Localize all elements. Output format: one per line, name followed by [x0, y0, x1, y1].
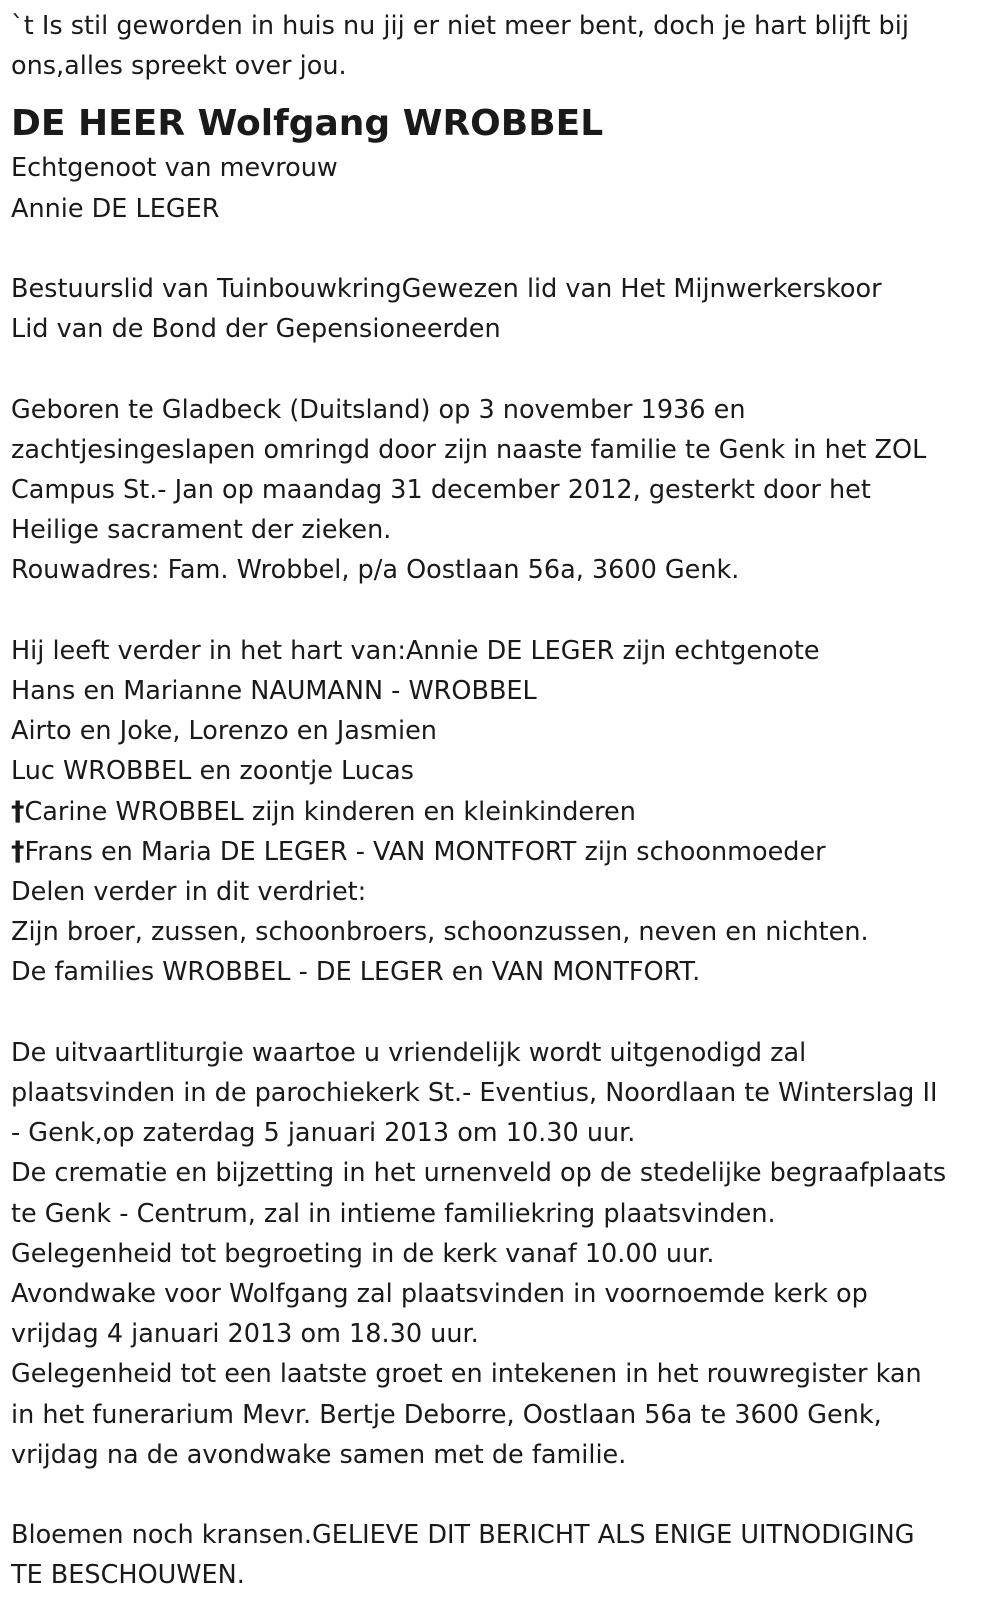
spacer [11, 349, 990, 389]
ceremony-line: De crematie en bijzetting in het urnenveld op de stedelijke begraafplaats [11, 1158, 947, 1189]
mourning-address-line: Rouwadres: Fam. Wrobbel, p/a Oostlaan 56a, 3600 Genk. [11, 555, 740, 586]
spacer [11, 1475, 990, 1515]
closing-line: TE BESCHOUWEN. [11, 1560, 245, 1591]
ceremony-line: vrijdag 4 januari 2013 om 18.30 uur. [11, 1319, 479, 1350]
family-line: De families WROBBEL - DE LEGER en VAN MONTFORT. [11, 957, 701, 988]
ceremony-line: in het funerarium Mevr. Bertje Deborre, Oostlaan 56a te 3600 Genk, [11, 1399, 882, 1430]
cross-icon: † [11, 835, 25, 867]
quote-line: `t Is stil geworden in huis nu jij er niet meer bent, doch je hart blijft bij [11, 11, 909, 41]
family-line: Hij leeft verder in het hart van:Annie DE LEGER zijn echtgenote [11, 635, 820, 666]
ceremony-line: De uitvaartliturgie waartoe u vriendelijk wordt uitgenodigd zal [11, 1037, 807, 1068]
family-line [11, 832, 990, 872]
ceremony-line: - Genk,op zaterdag 5 januari 2013 om 10.30 uur. [11, 1118, 636, 1149]
membership-line: Lid van de Bond der Gepensioneerden [11, 314, 501, 345]
family-line: Delen verder in dit verdriet: [11, 877, 367, 908]
deceased-name-heading: DE HEER Wolfgang WROBBEL [11, 103, 604, 145]
family-line-text: Carine WROBBEL zijn kinderen en kleinkinderen [24, 796, 636, 827]
family-line: Luc WROBBEL en zoontje Lucas [11, 756, 414, 787]
ceremony-line: Gelegenheid tot begroeting in de kerk vanaf 10.00 uur. [11, 1238, 715, 1269]
birth-death-line: Campus St.- Jan op maandag 31 december 2012, gesterkt door het [11, 475, 871, 505]
closing-line: Bloemen noch kransen.GELIEVE DIT BERICHT ALS ENIGE UITNODIGING [11, 1520, 915, 1551]
family-block [11, 631, 990, 993]
birth-death-block [11, 390, 990, 591]
spouse-line: Annie DE LEGER [11, 193, 220, 224]
opening-quote [11, 6, 990, 86]
birth-death-line: zachtjesingeslapen omringd door zijn naaste familie te Genk in het ZOL [11, 434, 927, 465]
spacer [11, 229, 990, 269]
family-line: Zijn broer, zussen, schoonbroers, schoonzussen, neven en nichten. [11, 917, 869, 948]
spacer [11, 591, 990, 631]
spouse-block [11, 148, 990, 228]
memberships-block [11, 269, 990, 349]
ceremony-block [11, 1033, 990, 1475]
cross-icon: † [11, 795, 25, 827]
spouse-line: Echtgenoot van mevrouw [11, 153, 338, 184]
closing-block [11, 1515, 990, 1595]
ceremony-line: vrijdag na de avondwake samen met de familie. [11, 1439, 627, 1470]
quote-line: ons,alles spreekt over jou. [11, 51, 347, 82]
ceremony-line: te Genk - Centrum, zal in intieme familiekring plaatsvinden. [11, 1198, 776, 1229]
birth-death-line: Heilige sacrament der zieken. [11, 515, 392, 546]
family-line [11, 792, 990, 832]
family-line: Hans en Marianne NAUMANN - WROBBEL [11, 676, 537, 706]
family-line: Airto en Joke, Lorenzo en Jasmien [11, 716, 437, 747]
ceremony-line: plaatsvinden in de parochiekerk St.- Eventius, Noordlaan te Winterslag II [11, 1078, 938, 1109]
membership-line: Bestuurslid van TuinbouwkringGewezen lid van Het Mijnwerkerskoor [11, 274, 882, 304]
family-line-text: Frans en Maria DE LEGER - VAN MONTFORT zijn schoonmoeder [24, 836, 826, 867]
ceremony-line: Avondwake voor Wolfgang zal plaatsvinden in voornoemde kerk op [11, 1279, 868, 1310]
birth-death-line: Geboren te Gladbeck (Duitsland) op 3 november 1936 en [11, 394, 746, 425]
ceremony-line: Gelegenheid tot een laatste groet en intekenen in het rouwregister kan [11, 1359, 922, 1390]
spacer [11, 993, 990, 1033]
